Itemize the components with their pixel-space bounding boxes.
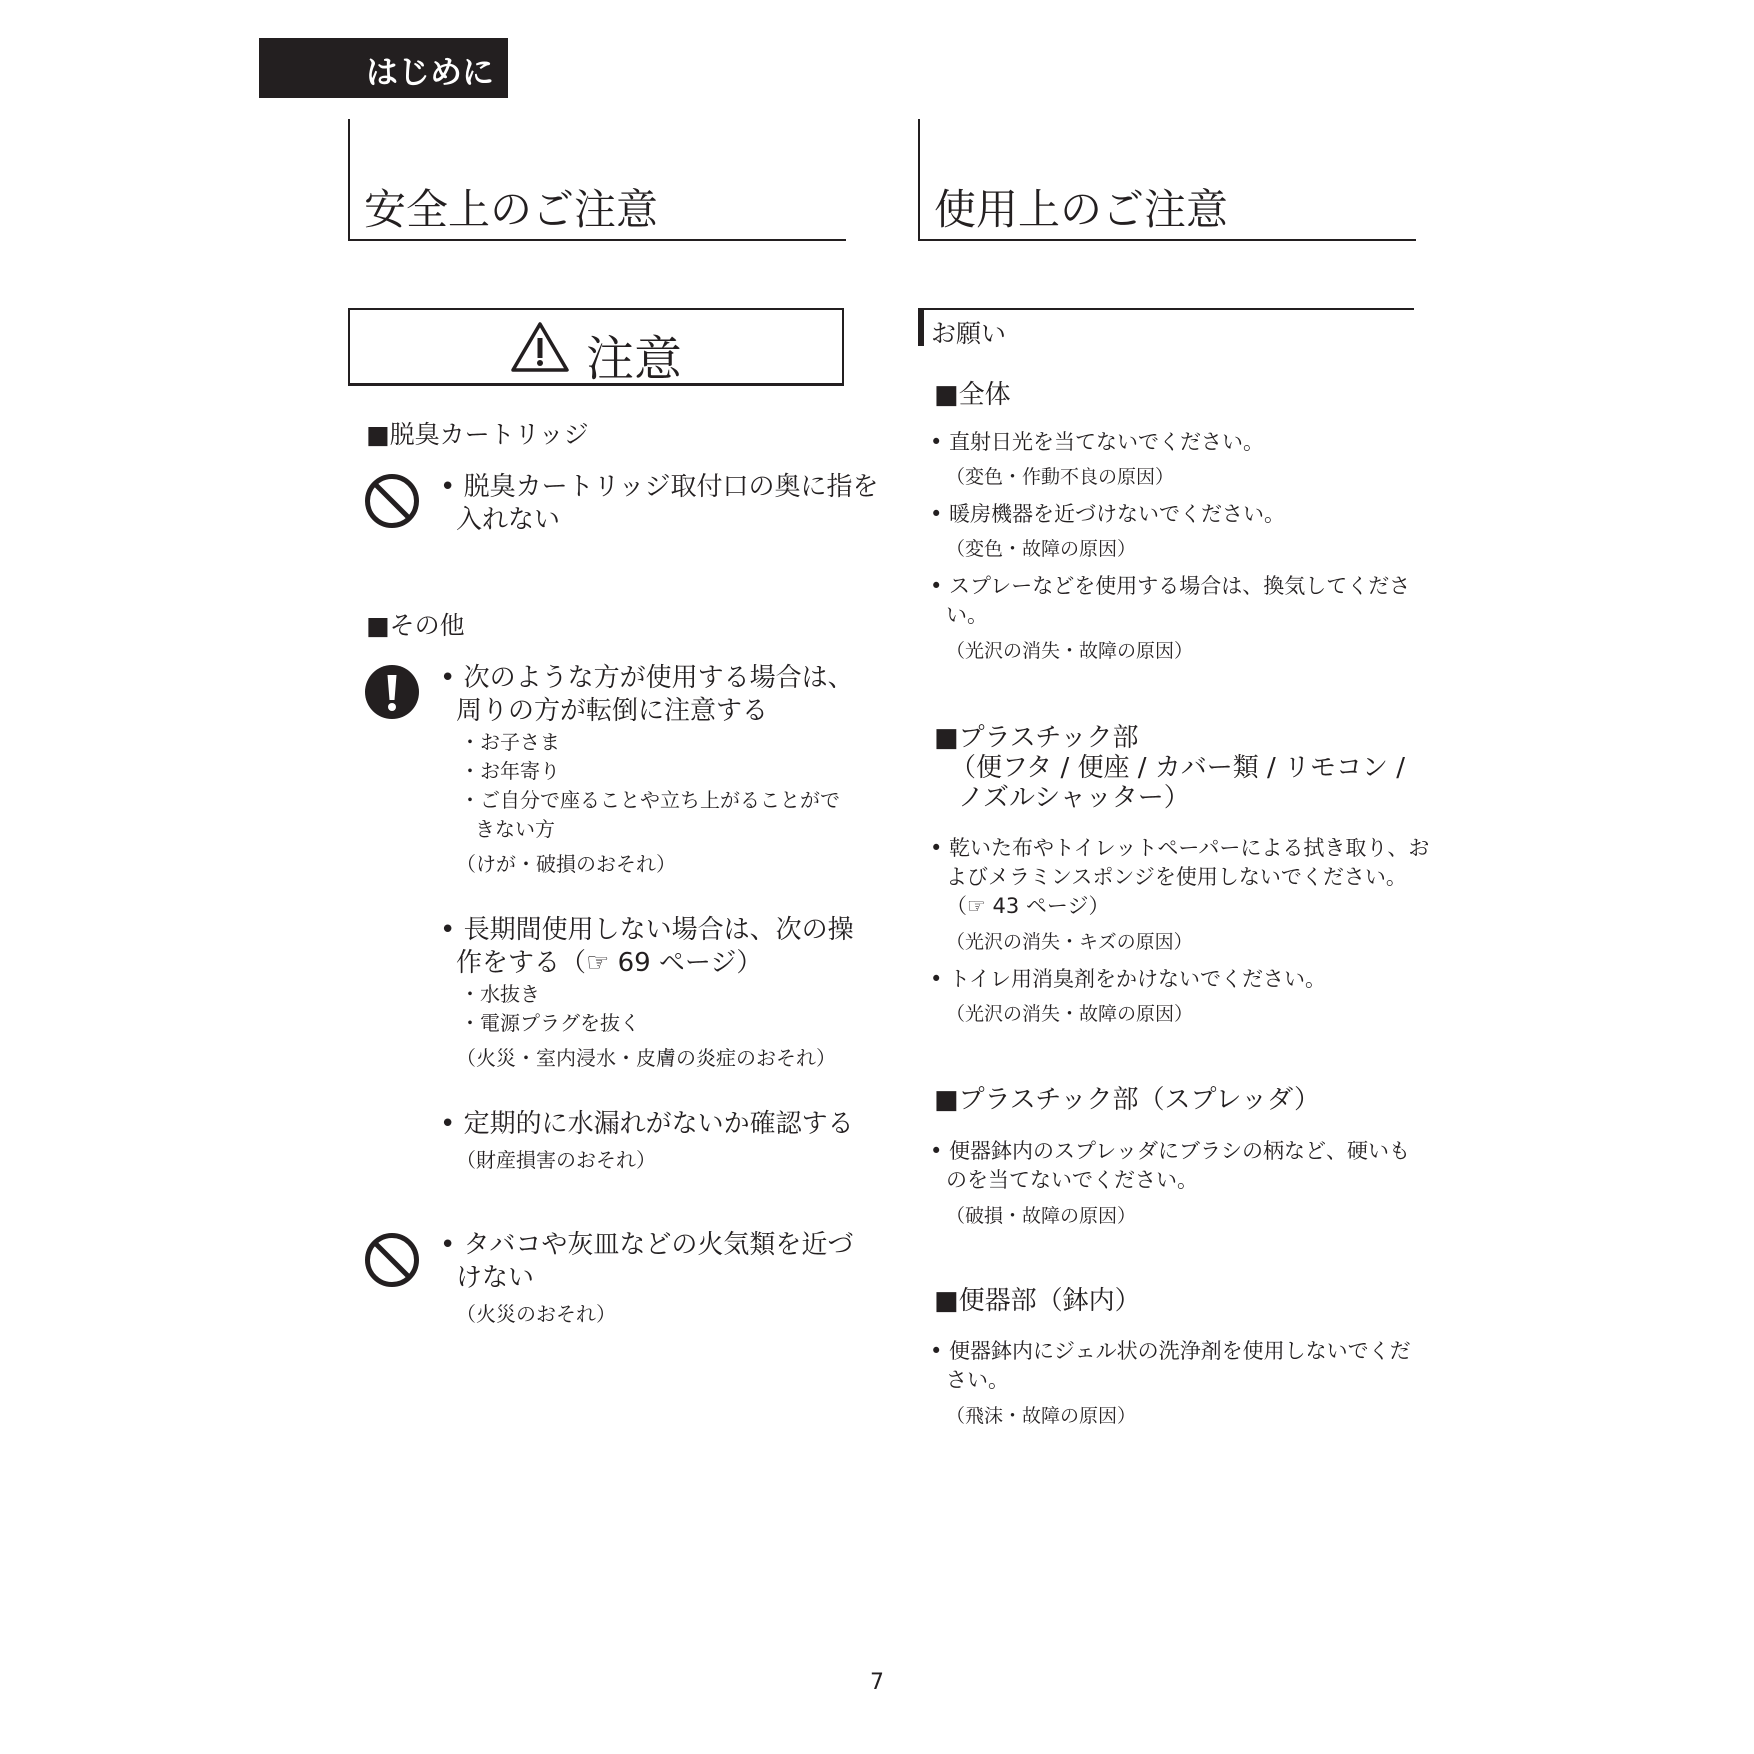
general-item3-line2: い。 (946, 603, 988, 627)
cartridge-heading: ■脱臭カートリッジ (366, 420, 589, 449)
bowl-note: （飛沫・故障の原因） (946, 1405, 1137, 1427)
other-item2-sub2: ・電源プラグを抜く (460, 1011, 640, 1035)
spreader-item-line1: • 便器鉢内のスプレッダにブラシの柄など、硬いも (930, 1139, 1411, 1163)
other-item1-sub3b: きない方 (475, 817, 555, 841)
plastic-item1-line1: • 乾いた布やトイレットペーパーによる拭き取り、お (930, 836, 1430, 860)
page-number: 7 (870, 1670, 884, 1695)
general-item1: • 直射日光を当てないでください。 (930, 430, 1265, 454)
other-item2-note: （火災・室内浸水・皮膚の炎症のおそれ） (456, 1046, 836, 1070)
other-item2-sub1: ・水抜き (460, 982, 540, 1006)
bowl-item-line2: さい。 (946, 1368, 1009, 1392)
request-label: お願い (931, 319, 1007, 348)
general-note1: （変色・作動不良の原因） (946, 466, 1175, 488)
other-item2-line2: 作をする（☞ 69 ページ） (456, 948, 763, 978)
general-item2: • 暖房機器を近づけないでください。 (930, 502, 1286, 526)
plastic-note2: （光沢の消失・故障の原因） (946, 1003, 1194, 1025)
general-note3: （光沢の消失・故障の原因） (946, 640, 1194, 662)
other-item1-sub1: ・お子さま (460, 730, 560, 754)
other-heading: ■その他 (366, 611, 465, 640)
warning-triangle-icon (510, 321, 570, 373)
cartridge-item-line2: 入れない (456, 505, 561, 535)
plastic-item1-line2: よびメラミンスポンジを使用しないでください。 (946, 865, 1407, 889)
bowl-heading: ■便器部（鉢内） (934, 1286, 1141, 1316)
plastic-heading-line2: （便フタ / 便座 / カバー類 / リモコン / (950, 753, 1406, 783)
other-item4-line2: けない (456, 1263, 535, 1293)
other-item3-note: （財産損害のおそれ） (456, 1148, 656, 1172)
caution-label: 注意 (586, 331, 683, 387)
general-note2: （変色・故障の原因） (946, 538, 1137, 560)
other-item1-line2: 周りの方が転倒に注意する (456, 696, 769, 726)
prohibition-icon (364, 473, 420, 529)
plastic-heading-line3: ノズルシャッター） (958, 783, 1190, 813)
bowl-item-line1: • 便器鉢内にジェル状の洗浄剤を使用しないでくだ (930, 1339, 1411, 1363)
prohibition-icon-fire (364, 1232, 420, 1288)
safety-title: 安全上のご注意 (364, 185, 659, 234)
general-item3-line1: • スプレーなどを使用する場合は、換気してくださ (930, 574, 1411, 598)
mandatory-action-icon (364, 664, 420, 720)
cartridge-item-line1: • 脱臭カートリッジ取付口の奥に指を (440, 472, 879, 502)
section-tab-label: はじめに (366, 53, 495, 91)
usage-heading (918, 119, 1416, 241)
other-item1-note: （けが・破損のおそれ） (456, 852, 676, 876)
plastic-item1-line3: （☞ 43 ページ） (946, 894, 1110, 918)
plastic-note1: （光沢の消失・キズの原因） (946, 931, 1193, 953)
spreader-note: （破損・故障の原因） (946, 1205, 1137, 1227)
safety-heading (348, 119, 846, 241)
other-item1-line1: • 次のような方が使用する場合は、 (440, 663, 854, 693)
spreader-item-line2: のを当てないでください。 (946, 1168, 1198, 1192)
other-item4-line1: • タバコや灰皿などの火気類を近づ (440, 1230, 854, 1260)
request-heading (918, 308, 1414, 346)
general-heading: ■全体 (934, 380, 1011, 410)
caution-banner (348, 308, 844, 386)
usage-title: 使用上のご注意 (934, 185, 1229, 234)
other-item2-line1: • 長期間使用しない場合は、次の操 (440, 915, 854, 945)
other-item3-line1: • 定期的に水漏れがないか確認する (440, 1109, 854, 1139)
spreader-heading: ■プラスチック部（スプレッダ） (934, 1085, 1320, 1115)
section-tab (259, 38, 508, 98)
other-item1-sub2: ・お年寄り (460, 759, 560, 783)
plastic-heading-line1: ■プラスチック部 (934, 723, 1139, 753)
other-item4-note: （火災のおそれ） (456, 1302, 616, 1326)
plastic-item2: • トイレ用消臭剤をかけないでください。 (930, 967, 1327, 991)
other-item1-sub3a: ・ご自分で座ることや立ち上がることがで (460, 788, 840, 812)
